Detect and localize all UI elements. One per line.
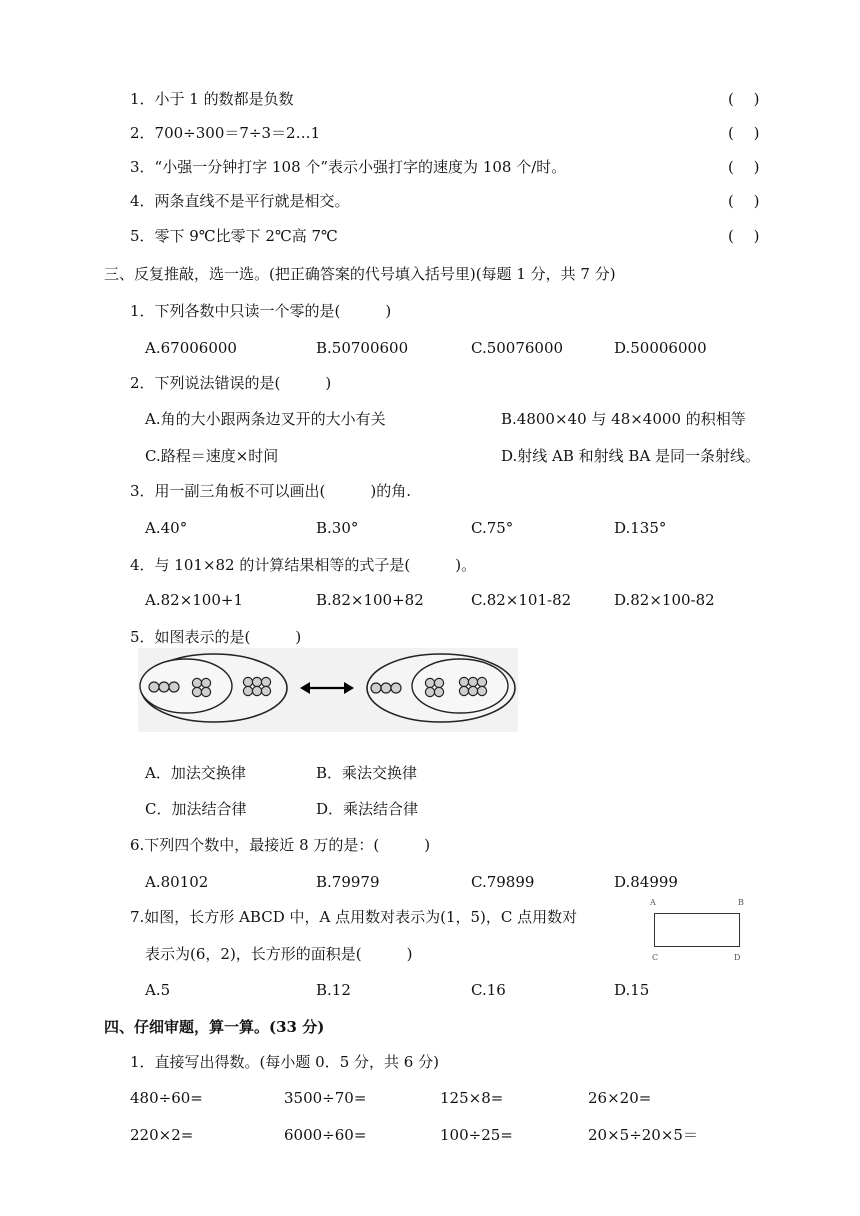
calc-2-2: 6000÷60= bbox=[284, 1126, 367, 1144]
calc-1-2: 3500÷70= bbox=[284, 1089, 367, 1107]
q7-stem-line1: 7.如图，长方形 ABCD 中，A 点用数对表示为(1，5)，C 点用数对 bbox=[130, 908, 578, 926]
q3-option-a[interactable]: A.40° bbox=[145, 519, 188, 537]
calc-1-3: 125×8= bbox=[440, 1089, 504, 1107]
calc-sub-1: 1．直接写出得数。(每小题 0．5 分，共 6 分) bbox=[130, 1053, 439, 1071]
q6-option-d[interactable]: D.84999 bbox=[614, 873, 678, 891]
rectangle-abcd bbox=[654, 913, 740, 947]
q6-option-a[interactable]: A.80102 bbox=[145, 873, 209, 891]
q7-rectangle-figure bbox=[648, 898, 750, 966]
judge-item-5: 5．零下 9℃比零下 2℃高 7℃ bbox=[130, 227, 338, 245]
q4-stem: 4．与 101×82 的计算结果相等的式子是( )。 bbox=[130, 556, 477, 574]
q2-option-b[interactable]: B.4800×40 与 48×4000 的积相等 bbox=[501, 410, 746, 428]
judge-item-2: 2．700÷300＝7÷3＝2…1 bbox=[130, 124, 321, 142]
q5-figure bbox=[138, 648, 518, 732]
answer-paren-3[interactable]: ( ) bbox=[728, 158, 760, 176]
q3-option-d[interactable]: D.135° bbox=[614, 519, 667, 537]
corner-label-c: C bbox=[652, 953, 659, 962]
section-3-heading: 三、反复推敲，选一选。(把正确答案的代号填入括号里)(每题 1 分，共 7 分) bbox=[104, 265, 616, 283]
q1-option-c[interactable]: C.50076000 bbox=[471, 339, 564, 357]
q7-option-d[interactable]: D.15 bbox=[614, 981, 650, 999]
corner-label-a: A bbox=[650, 898, 656, 907]
q7-stem-line2: 表示为(6，2)，长方形的面积是( ) bbox=[145, 945, 413, 963]
q3-option-b[interactable]: B.30° bbox=[316, 519, 359, 537]
q5-option-b[interactable]: B．乘法交换律 bbox=[316, 764, 418, 782]
q1-option-d[interactable]: D.50006000 bbox=[614, 339, 707, 357]
q7-option-b[interactable]: B.12 bbox=[316, 981, 351, 999]
q2-option-c[interactable]: C.路程＝速度×时间 bbox=[145, 447, 279, 465]
calc-2-4: 20×5÷20×5＝ bbox=[588, 1126, 698, 1144]
q4-option-a[interactable]: A.82×100+1 bbox=[145, 591, 243, 609]
q5-option-c[interactable]: C．加法结合律 bbox=[145, 800, 247, 818]
q2-option-a[interactable]: A.角的大小跟两条边叉开的大小有关 bbox=[145, 410, 386, 428]
q7-option-c[interactable]: C.16 bbox=[471, 981, 506, 999]
corner-label-b: B bbox=[738, 898, 744, 907]
q1-stem: 1．下列各数中只读一个零的是( ) bbox=[130, 302, 392, 320]
q6-stem: 6.下列四个数中，最接近 8 万的是：( ) bbox=[130, 836, 431, 854]
q4-option-d[interactable]: D.82×100-82 bbox=[614, 591, 715, 609]
q5-option-a[interactable]: A．加法交换律 bbox=[145, 764, 246, 782]
q2-option-d[interactable]: D.射线 AB 和射线 BA 是同一条射线。 bbox=[501, 447, 761, 465]
calc-2-1: 220×2= bbox=[130, 1126, 194, 1144]
q2-stem: 2．下列说法错误的是( ) bbox=[130, 374, 332, 392]
q7-option-a[interactable]: A.5 bbox=[145, 981, 171, 999]
q3-stem: 3．用一副三角板不可以画出( )的角. bbox=[130, 482, 412, 500]
q6-option-b[interactable]: B.79979 bbox=[316, 873, 380, 891]
corner-label-d: D bbox=[734, 953, 741, 962]
q1-option-b[interactable]: B.50700600 bbox=[316, 339, 409, 357]
answer-paren-5[interactable]: ( ) bbox=[728, 227, 760, 245]
q4-option-c[interactable]: C.82×101-82 bbox=[471, 591, 572, 609]
q5-stem: 5．如图表示的是( ) bbox=[130, 628, 302, 646]
calc-1-4: 26×20= bbox=[588, 1089, 652, 1107]
section-4-heading: 四、仔细审题，算一算。(33 分) bbox=[104, 1018, 325, 1036]
calc-1-1: 480÷60= bbox=[130, 1089, 203, 1107]
judge-item-1: 1．小于 1 的数都是负数 bbox=[130, 90, 294, 108]
q1-option-a[interactable]: A.67006000 bbox=[145, 339, 237, 357]
answer-paren-2[interactable]: ( ) bbox=[728, 124, 760, 142]
q4-option-b[interactable]: B.82×100+82 bbox=[316, 591, 424, 609]
q6-option-c[interactable]: C.79899 bbox=[471, 873, 535, 891]
answer-paren-1[interactable]: ( ) bbox=[728, 90, 760, 108]
judge-item-3: 3．“小强一分钟打字 108 个”表示小强打字的速度为 108 个/时。 bbox=[130, 158, 567, 176]
q3-option-c[interactable]: C.75° bbox=[471, 519, 514, 537]
calc-2-3: 100÷25= bbox=[440, 1126, 513, 1144]
answer-paren-4[interactable]: ( ) bbox=[728, 192, 760, 210]
q5-option-d[interactable]: D．乘法结合律 bbox=[316, 800, 419, 818]
judge-item-4: 4．两条直线不是平行就是相交。 bbox=[130, 192, 350, 210]
